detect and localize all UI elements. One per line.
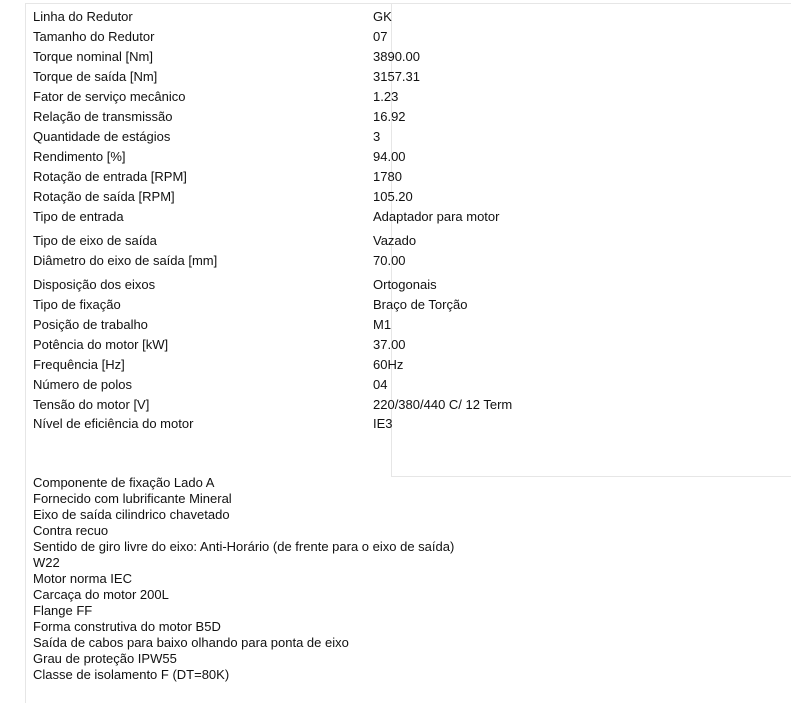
spec-label: Número de polos	[33, 377, 132, 392]
spec-value: GK	[373, 9, 392, 24]
specs-table	[25, 3, 791, 476]
spec-row-frequencia	[25, 354, 791, 374]
spec-label: Quantidade de estágios	[33, 129, 171, 144]
spec-row-torque-nominal	[25, 46, 791, 66]
spec-row-nivel-eficiencia	[25, 413, 791, 433]
spec-value: 1.23	[373, 89, 399, 104]
spec-value: Vazado	[373, 233, 417, 248]
spec-label: Rotação de entrada [RPM]	[33, 169, 187, 184]
spec-label: Tipo de entrada	[33, 209, 124, 224]
spec-label: Torque nominal [Nm]	[33, 49, 153, 64]
note-item: Eixo de saída cilindrico chavetado	[33, 507, 230, 522]
spec-label: Torque de saída [Nm]	[33, 69, 158, 84]
spec-value: 1780	[373, 169, 402, 184]
spec-label: Linha do Redutor	[33, 9, 133, 24]
spec-value: 3890.00	[373, 49, 420, 64]
spec-row-posicao-trabalho	[25, 314, 791, 334]
spec-label: Fator de serviço mecânico	[33, 89, 186, 104]
spec-row-tipo-fixacao	[25, 294, 791, 314]
spec-value: IE3	[373, 416, 393, 431]
note-item: Sentido de giro livre do eixo: Anti-Horário (de frente para o eixo de saída)	[33, 539, 455, 554]
note-item: Motor norma IEC	[33, 571, 132, 586]
spec-row-tamanho-redutor	[25, 26, 791, 46]
spec-row-quantidade-estagios	[25, 126, 791, 146]
spec-label: Tamanho do Redutor	[33, 29, 155, 44]
spec-label: Disposição dos eixos	[33, 277, 156, 292]
spec-row-rotacao-saida	[25, 186, 791, 206]
spec-value: 70.00	[373, 253, 406, 268]
spec-row-linha-redutor	[25, 6, 791, 26]
spec-row-tensao-motor	[25, 394, 791, 414]
spec-row-tipo-eixo-saida	[25, 230, 791, 250]
spec-row-relacao-transmissao	[25, 106, 791, 126]
spec-row-rendimento	[25, 146, 791, 166]
spec-row-tipo-entrada	[25, 206, 791, 226]
spec-row-fator-servico	[25, 86, 791, 106]
spec-value: Ortogonais	[373, 277, 437, 292]
notes-list	[33, 475, 773, 683]
note-item: Fornecido com lubrificante Mineral	[33, 491, 232, 506]
note-item: Grau de proteção IPW55	[33, 651, 177, 666]
spec-value: 3	[373, 129, 381, 144]
spec-row-diametro-eixo	[25, 250, 791, 270]
spec-label: Rendimento [%]	[33, 149, 126, 164]
spec-value: Braço de Torção	[373, 297, 468, 312]
note-item: Saída de cabos para baixo olhando para ponta de eixo	[33, 635, 349, 650]
spec-label: Rotação de saída [RPM]	[33, 189, 175, 204]
spec-label: Tipo de fixação	[33, 297, 121, 312]
spec-label: Potência do motor [kW]	[33, 337, 169, 352]
note-item: W22	[33, 555, 60, 570]
note-item: Carcaça do motor 200L	[33, 587, 169, 602]
spec-value: 37.00	[373, 337, 406, 352]
spec-row-rotacao-entrada	[25, 166, 791, 186]
spec-row-disposicao-eixos	[25, 274, 791, 294]
spec-label: Frequência [Hz]	[33, 357, 125, 372]
spec-label: Posição de trabalho	[33, 317, 148, 332]
spec-value: 105.20	[373, 189, 413, 204]
spec-value: 16.92	[373, 109, 406, 124]
note-item: Componente de fixação Lado A	[33, 475, 215, 490]
note-item: Forma construtiva do motor B5D	[33, 619, 221, 634]
spec-value: 3157.31	[373, 69, 420, 84]
spec-label: Tipo de eixo de saída	[33, 233, 157, 248]
spec-value: 60Hz	[373, 357, 404, 372]
spec-label: Nível de eficiência do motor	[33, 416, 194, 431]
spec-value: M1	[373, 317, 392, 332]
note-item: Flange FF	[33, 603, 93, 618]
spec-row-torque-saida	[25, 66, 791, 86]
spec-label: Tensão do motor [V]	[33, 397, 150, 412]
spec-value: 220/380/440 C/ 12 Term	[373, 397, 513, 412]
note-item: Contra recuo	[33, 523, 109, 538]
spec-label: Diâmetro do eixo de saída [mm]	[33, 253, 218, 268]
spec-row-numero-polos	[25, 374, 791, 394]
note-item: Classe de isolamento F (DT=80K)	[33, 667, 230, 682]
spec-label: Relação de transmissão	[33, 109, 173, 124]
spec-value: 04	[373, 377, 388, 392]
spec-value: 07	[373, 29, 388, 44]
spec-value: Adaptador para motor	[373, 209, 500, 224]
spec-value: 94.00	[373, 149, 406, 164]
spec-row-potencia-motor	[25, 334, 791, 354]
